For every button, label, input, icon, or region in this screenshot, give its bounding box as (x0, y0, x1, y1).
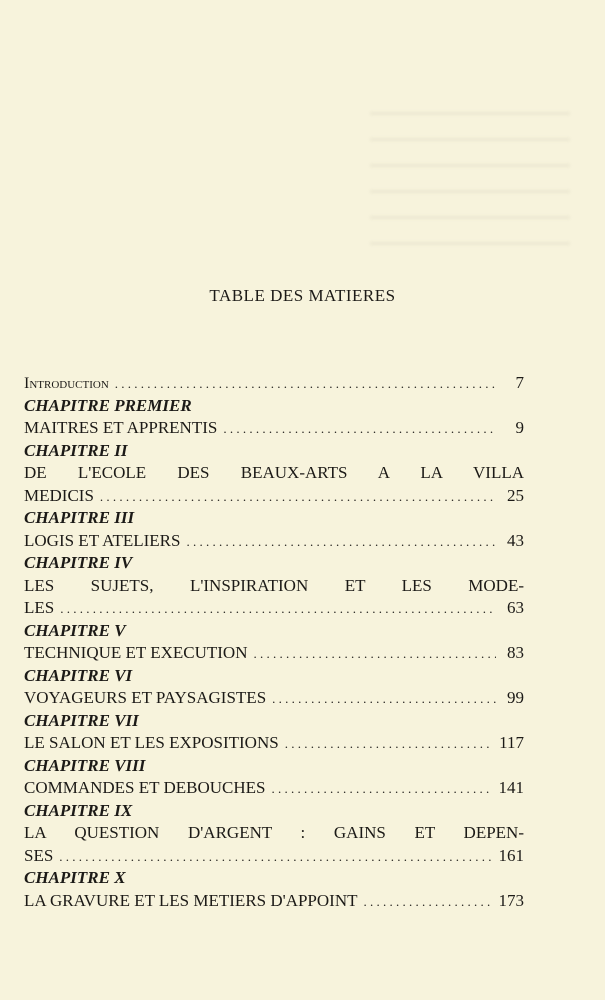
toc-entry-chapter-3[interactable] (24, 530, 524, 553)
toc-page-number: 173 (498, 890, 524, 910)
toc-entry-label: SES (24, 845, 54, 865)
toc-entry-chapter-2[interactable] (24, 485, 524, 508)
toc-page-number: 161 (498, 845, 524, 865)
toc-entry-chapter-8[interactable] (24, 777, 524, 800)
toc-entry-chapter-4[interactable] (24, 597, 524, 620)
toc-entry-chapter-7[interactable] (24, 732, 524, 755)
dot-leader (363, 891, 492, 914)
toc-entry-chapter-5[interactable] (24, 642, 524, 665)
toc-entry-label: LA GRAVURE ET LES METIERS D'APPOINT (24, 890, 358, 910)
chapter-heading: CHAPITRE VII (24, 710, 139, 730)
toc-entry-label: COMMANDES ET DEBOUCHES (24, 778, 266, 797)
chapter-heading: CHAPITRE IX (24, 800, 133, 820)
toc-page-number: 63 (507, 598, 524, 617)
dot-leader (285, 733, 493, 756)
chapter-heading: CHAPITRE VIII (24, 755, 146, 775)
dot-leader (272, 688, 496, 711)
toc-page-number: 43 (507, 530, 524, 550)
page-title: TABLE DES MATIERES (209, 286, 396, 305)
toc-page-number: 83 (507, 643, 524, 662)
chapter-heading: CHAPITRE VI (24, 665, 133, 685)
toc-entry-label: VOYAGEURS ET PAYSAGISTES (24, 688, 267, 707)
toc-entry-label: TECHNIQUE ET EXECUTION (24, 643, 248, 662)
toc-entry-label-line: LA QUESTION D'ARGENT : GAINS ET DEPEN- (24, 823, 524, 842)
toc-page-number: 9 (515, 418, 524, 437)
bleed-through-text (370, 95, 570, 245)
toc-entry-label: LES (24, 598, 55, 617)
toc-entry-label: MAITRES ET APPRENTIS (24, 418, 218, 437)
dot-leader (59, 846, 492, 869)
chapter-heading: CHAPITRE II (24, 440, 128, 460)
chapter-heading: CHAPITRE PREMIER (24, 395, 192, 415)
toc-entry-chapter-6[interactable] (24, 687, 524, 710)
toc-entry-chapter-9[interactable] (24, 845, 524, 868)
dot-leader (223, 418, 496, 441)
toc-entry-label: LOGIS ET ATELIERS (24, 530, 181, 550)
chapter-heading: CHAPITRE X (24, 868, 126, 887)
dot-leader (60, 598, 496, 621)
dot-leader (272, 778, 493, 801)
chapter-heading: CHAPITRE III (24, 508, 135, 527)
chapter-heading: CHAPITRE V (24, 620, 126, 640)
toc-page-number: 99 (507, 688, 524, 707)
toc-entry-label: Introduction (24, 375, 109, 392)
toc-entry-label-line: DE L'ECOLE DES BEAUX-ARTS A LA VILLA (24, 463, 524, 482)
table-of-contents (24, 372, 524, 912)
toc-entry-label-line: LES SUJETS, L'INSPIRATION ET LES MODE- (24, 575, 524, 595)
dot-leader (186, 531, 496, 554)
toc-entry-chapter-1[interactable] (24, 417, 524, 440)
toc-entry-chapter-10[interactable] (24, 890, 524, 913)
toc-entry-label: MEDICIS (24, 485, 94, 505)
toc-page-number: 141 (498, 778, 524, 797)
toc-page-number: 117 (499, 733, 524, 752)
toc-entry-introduction[interactable] (24, 372, 524, 395)
dot-leader (115, 373, 496, 396)
dot-leader (100, 486, 496, 509)
dot-leader (253, 643, 496, 666)
toc-entry-label: LE SALON ET LES EXPOSITIONS (24, 733, 279, 752)
toc-page-number: 25 (507, 485, 524, 505)
toc-page-number: 7 (515, 373, 524, 392)
chapter-heading: CHAPITRE IV (24, 553, 133, 572)
